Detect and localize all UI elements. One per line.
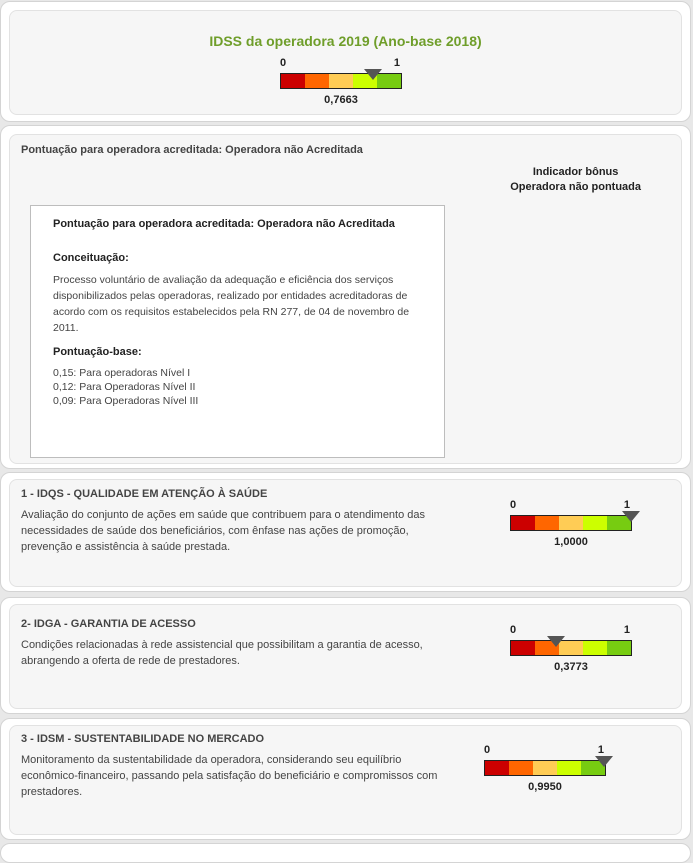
indicator-title: 2- IDGA - GARANTIA DE ACESSO [21,618,196,630]
idss-header-inner [9,10,682,115]
idga-gauge [510,624,634,673]
gauge-min-label: 0 [510,499,517,511]
gauge-max-label: 1 [597,744,604,756]
gauge-value: 0,7663 [324,94,358,106]
accreditation-panel [0,125,691,469]
indicator-description: Avaliação do conjunto de ações em saúde que contribuem para o atendimento das necessidades de saúde dos beneficiários, com ênfase nas ações de promoção, prevenção e assistência à saúde prestada. [21,509,426,553]
indicator-description: Monitoramento da sustentabilidade da operadora, considerando seu equilíbrio econômico-financeiro, passando pela satisfação do beneficiário e compromissos com prestadores. [21,754,438,798]
gauge-segment [485,761,509,775]
gauge-bar [484,760,606,776]
gauge-bar [510,640,632,656]
idss-title: IDSS da operadora 2019 (Ano-base 2018) [209,33,482,49]
gauge-segment [511,641,535,655]
gauge-min-label: 0 [280,57,287,69]
gauge-segment [305,74,329,88]
gauge-segment [533,761,557,775]
base-heading: Pontuação-base: [53,346,142,358]
accreditation-inner [9,134,682,464]
gauge-segment [559,516,583,530]
indicator-title: 1 - IDQS - QUALIDADE EM ATENÇÃO À SAÚDE [21,488,268,500]
indicator-panel-idqs [0,472,691,592]
idqs-gauge [510,499,634,548]
idsm-gauge [484,744,608,793]
base-list [53,366,422,408]
gauge-max-label: 1 [623,499,630,511]
idss-gauge [280,57,404,106]
gauge-marker-icon [595,756,613,767]
gauge-min-label: 0 [510,624,517,636]
gauge-segment [281,74,305,88]
gauge-bar [510,515,632,531]
gauge-segment [329,74,353,88]
indicator-inner [9,604,682,709]
bonus-status: Operadora não pontuada [510,181,641,193]
info-box-title: Pontuação para operadora acreditada: Operadora não Acreditada [53,218,395,230]
gauge-value: 0,3773 [554,661,588,673]
accreditation-info-box [30,205,445,458]
gauge-segment [535,516,559,530]
gauge-segment [511,516,535,530]
bonus-label: Indicador bônus [532,166,619,178]
gauge-value: 0,9950 [528,781,562,793]
gauge-bar [280,73,402,89]
indicator-panel-idga [0,597,691,714]
accreditation-title: Pontuação para operadora acreditada: Operadora não Acreditada [21,144,363,156]
gauge-segment [583,641,607,655]
base-item: 0,09: Para Operadoras Nível III [53,395,199,407]
gauge-segment [607,641,631,655]
gauge-marker-icon [622,511,640,522]
indicator-inner [9,725,682,835]
bonus-indicator [510,165,641,195]
base-item: 0,15: Para operadoras Nível I [53,367,191,379]
gauge-marker-icon [547,636,565,647]
gauge-min-label: 0 [484,744,491,756]
indicator-description: Condições relacionadas à rede assistencial que possibilitam a garantia de acesso, abrangendo a oferta de rede de prestadores. [21,639,423,667]
idss-header-panel [0,1,691,122]
gauge-segment [509,761,533,775]
gauge-max-label: 1 [623,624,630,636]
indicator-panel-idsm [0,718,691,840]
gauge-marker-icon [364,69,382,80]
concept-heading: Conceituação: [53,252,129,264]
indicator-title: 3 - IDSM - SUSTENTABILIDADE NO MERCADO [21,733,265,745]
gauge-max-label: 1 [393,57,400,69]
gauge-segment [583,516,607,530]
concept-text: Processo voluntário de avaliação da adequação e eficiência dos serviços disponibilizados pelas operadoras, realizado por entidades acreditadoras de acordo com os requisitos estabelecidos pela RN 277, de 04 de novembro de 2011. [53,274,410,334]
next-panel-partial [0,843,691,863]
indicator-inner [9,479,682,587]
gauge-value: 1,0000 [554,536,588,548]
gauge-segment [557,761,581,775]
base-item: 0,12: Para Operadoras Nível II [53,381,196,393]
